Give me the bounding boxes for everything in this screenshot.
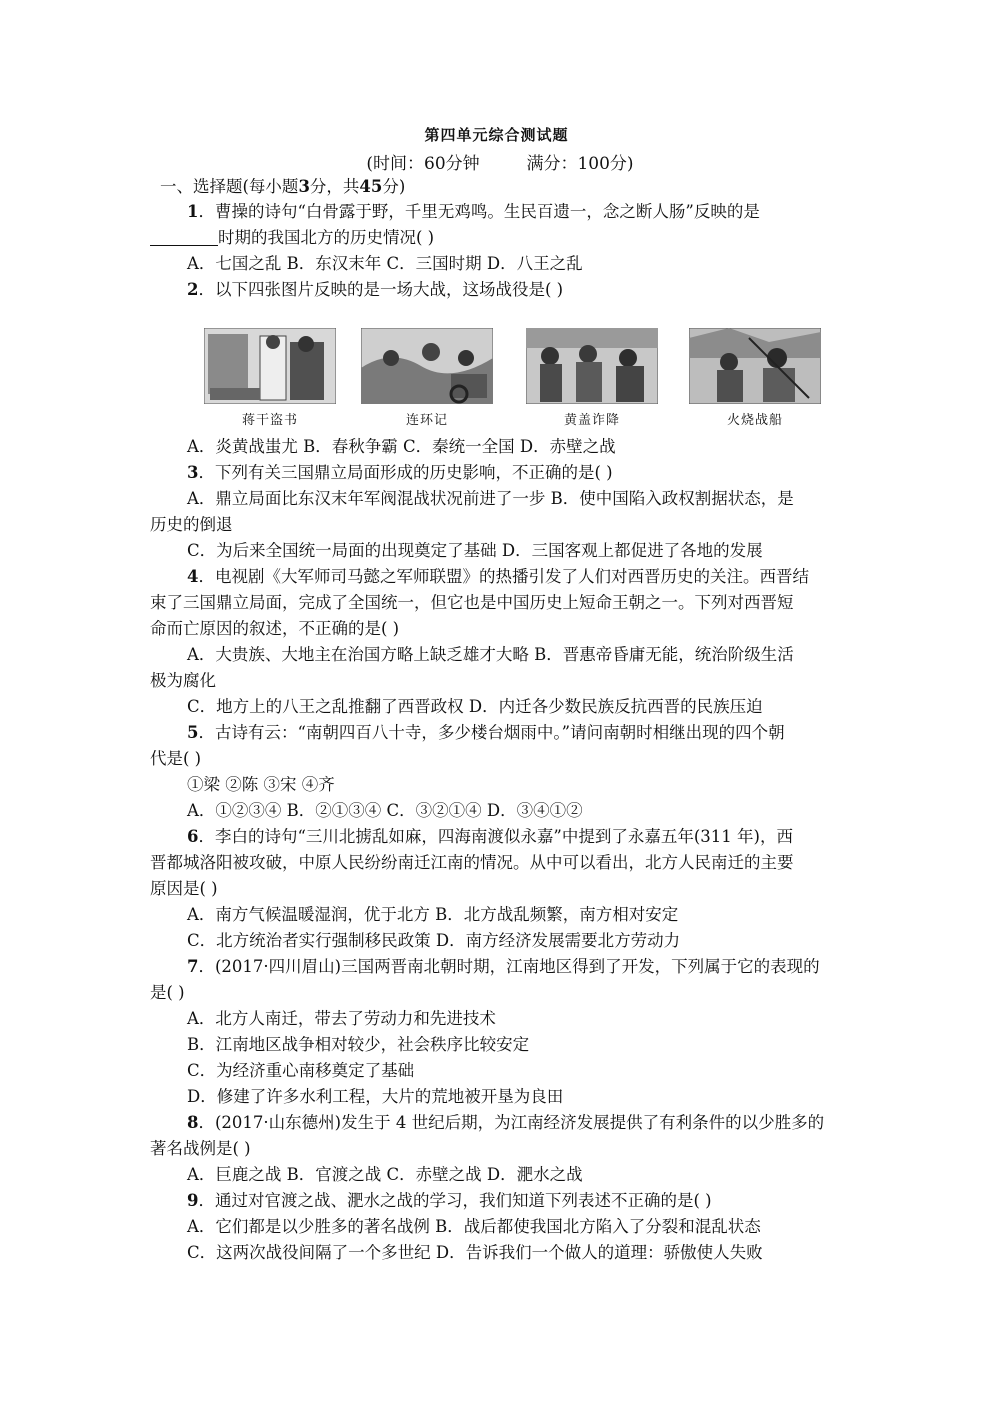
question-7-option-c: C．为经济重心南移奠定了基础	[187, 1061, 415, 1080]
picture-3	[526, 328, 658, 428]
question-3-stem	[187, 460, 887, 486]
battle-pictures	[204, 328, 824, 428]
question-7-option-a: A．北方人南迁，带去了劳动力和先进技术	[187, 1009, 496, 1028]
question-number: 3	[187, 463, 199, 482]
page-title: 第四单元综合测试题	[424, 126, 569, 144]
question-6-option-ab: A．南方气候温暖湿润，优于北方 B．北方战乱频繁，南方相对安定	[187, 905, 679, 924]
question-7-option-d: D．修建了许多水利工程，大片的荒地被开垦为良田	[187, 1087, 564, 1106]
illustration-image	[361, 328, 493, 404]
question-text: ．电视剧《大军师司马懿之军师联盟》的热播引发了人们对西晋历史的关注。西晋结	[198, 567, 809, 586]
question-6-stem-end: 原因是( )	[150, 879, 218, 898]
question-6-stem	[187, 824, 887, 850]
question-5-stem-cont: 代是( )	[150, 749, 202, 768]
question-number: 4	[187, 567, 199, 586]
question-3-option-cd: C．为后来全国统一局面的出现奠定了基础 D．三国客观上都促进了各地的发展	[187, 541, 763, 560]
question-5-stem	[187, 720, 887, 746]
question-7-option-b: B．江南地区战争相对较少，社会秩序比较安定	[187, 1035, 530, 1054]
picture-caption: 蒋干盗书	[241, 413, 298, 428]
picture-2	[361, 328, 493, 428]
question-text: 时期的我国北方的历史情况( )	[218, 228, 435, 247]
question-1-stem	[187, 199, 887, 225]
section-heading	[160, 174, 860, 200]
question-number: 7	[187, 957, 199, 976]
question-8-stem	[187, 1110, 887, 1136]
question-7-stem-cont: 是( )	[150, 983, 185, 1002]
question-text: ．下列有关三国鼎立局面形成的历史影响，不正确的是( )	[198, 463, 613, 482]
question-text: ．(2017·山东德州)发生于 4 世纪后期，为江南经济发展提供了有利条件的以少胜多的	[198, 1113, 825, 1132]
picture-caption: 火烧战船	[726, 413, 783, 428]
question-number: 5	[187, 723, 199, 742]
question-4-stem-cont: 束了三国鼎立局面，完成了全国统一，但它也是中国历史上短命王朝之一。下列对西晋短	[150, 593, 794, 612]
section-heading-end: 分)	[382, 177, 406, 196]
picture-1	[204, 328, 336, 428]
section-points-total: 45	[359, 177, 383, 196]
question-4-stem-end: 命而亡原因的叙述，不正确的是( )	[150, 619, 400, 638]
question-9-stem	[187, 1188, 887, 1214]
question-1-stem-cont	[150, 225, 850, 251]
question-9-option-cd: C．这两次战役间隔了一个多世纪 D．告诉我们一个做人的道理：骄傲使人失败	[187, 1243, 763, 1262]
question-6-option-cd: C．北方统治者实行强制移民政策 D．南方经济发展需要北方劳动力	[187, 931, 681, 950]
question-4-stem	[187, 564, 887, 590]
illustration-image	[526, 328, 658, 404]
question-9-option-ab: A．它们都是以少胜多的著名战例 B．战后都使我国北方陷入了分裂和混乱状态	[187, 1217, 761, 1236]
question-text: ．李白的诗句“三川北掳乱如麻，四海南渡似永嘉”中提到了永嘉五年(311 年)，西	[198, 827, 793, 846]
question-5-options: A．①②③④ B．②①③④ C．③②①④ D．③④①②	[187, 801, 583, 820]
question-8-stem-cont: 著名战例是( )	[150, 1139, 251, 1158]
question-2-options: A．炎黄战蚩尤 B．春秋争霸 C．秦统一全国 D．赤壁之战	[187, 437, 616, 456]
exam-score: 满分：100分)	[526, 154, 634, 174]
question-number: 1	[187, 202, 199, 221]
fill-blank	[150, 227, 218, 246]
question-8-options: A．巨鹿之战 B．官渡之战 C．赤壁之战 D．淝水之战	[187, 1165, 583, 1184]
question-4-option-cd: C．地方上的八王之乱推翻了西晋政权 D．内迁各少数民族反抗西晋的民族压迫	[187, 697, 763, 716]
illustration-image	[204, 328, 336, 404]
question-2-stem	[187, 277, 887, 303]
question-text: ．古诗有云：“南朝四百八十寺，多少楼台烟雨中。”请问南朝时相继出现的四个朝	[198, 723, 785, 742]
question-text: ．以下四张图片反映的是一场大战，这场战役是( )	[198, 280, 564, 299]
illustration-image	[689, 328, 821, 404]
question-number: 6	[187, 827, 199, 846]
exam-info	[0, 149, 993, 174]
section-heading-text: 一、选择题(每小题	[160, 177, 299, 196]
question-4-option-ab: A．大贵族、大地主在治国方略上缺乏雄才大略 B．晋惠帝昏庸无能，统治阶级生活	[187, 645, 794, 664]
question-text: ．(2017·四川眉山)三国两晋南北朝时期，江南地区得到了开发，下列属于它的表现的	[198, 957, 820, 976]
question-7-stem	[187, 954, 887, 980]
picture-caption: 连环记	[405, 413, 448, 428]
section-heading-mid: 分，共	[309, 177, 360, 196]
question-number: 9	[187, 1191, 199, 1210]
section-points-each: 3	[298, 177, 310, 196]
question-number: 2	[187, 280, 199, 299]
question-number: 8	[187, 1113, 199, 1132]
question-3-option-b-cont: 历史的倒退	[150, 515, 233, 534]
question-1-options: A．七国之乱 B．东汉末年 C．三国时期 D．八王之乱	[187, 254, 583, 273]
question-3-option-ab: A．鼎立局面比东汉末年军阀混战状况前进了一步 B．使中国陷入政权割据状态，是	[187, 489, 794, 508]
picture-4	[689, 328, 821, 428]
question-4-option-b-cont: 极为腐化	[150, 671, 216, 690]
question-text: ．曹操的诗句“白骨露于野，千里无鸡鸣。生民百遗一，念之断人肠”反映的是	[198, 202, 760, 221]
question-text: ．通过对官渡之战、淝水之战的学习，我们知道下列表述不正确的是( )	[198, 1191, 712, 1210]
question-5-items: ①梁 ②陈 ③宋 ④齐	[187, 775, 335, 794]
exam-time: (时间：60分钟	[366, 154, 480, 174]
question-6-stem-cont: 晋都城洛阳被攻破，中原人民纷纷南迁江南的情况。从中可以看出，北方人民南迁的主要	[150, 853, 794, 872]
picture-caption: 黄盖诈降	[563, 413, 620, 428]
